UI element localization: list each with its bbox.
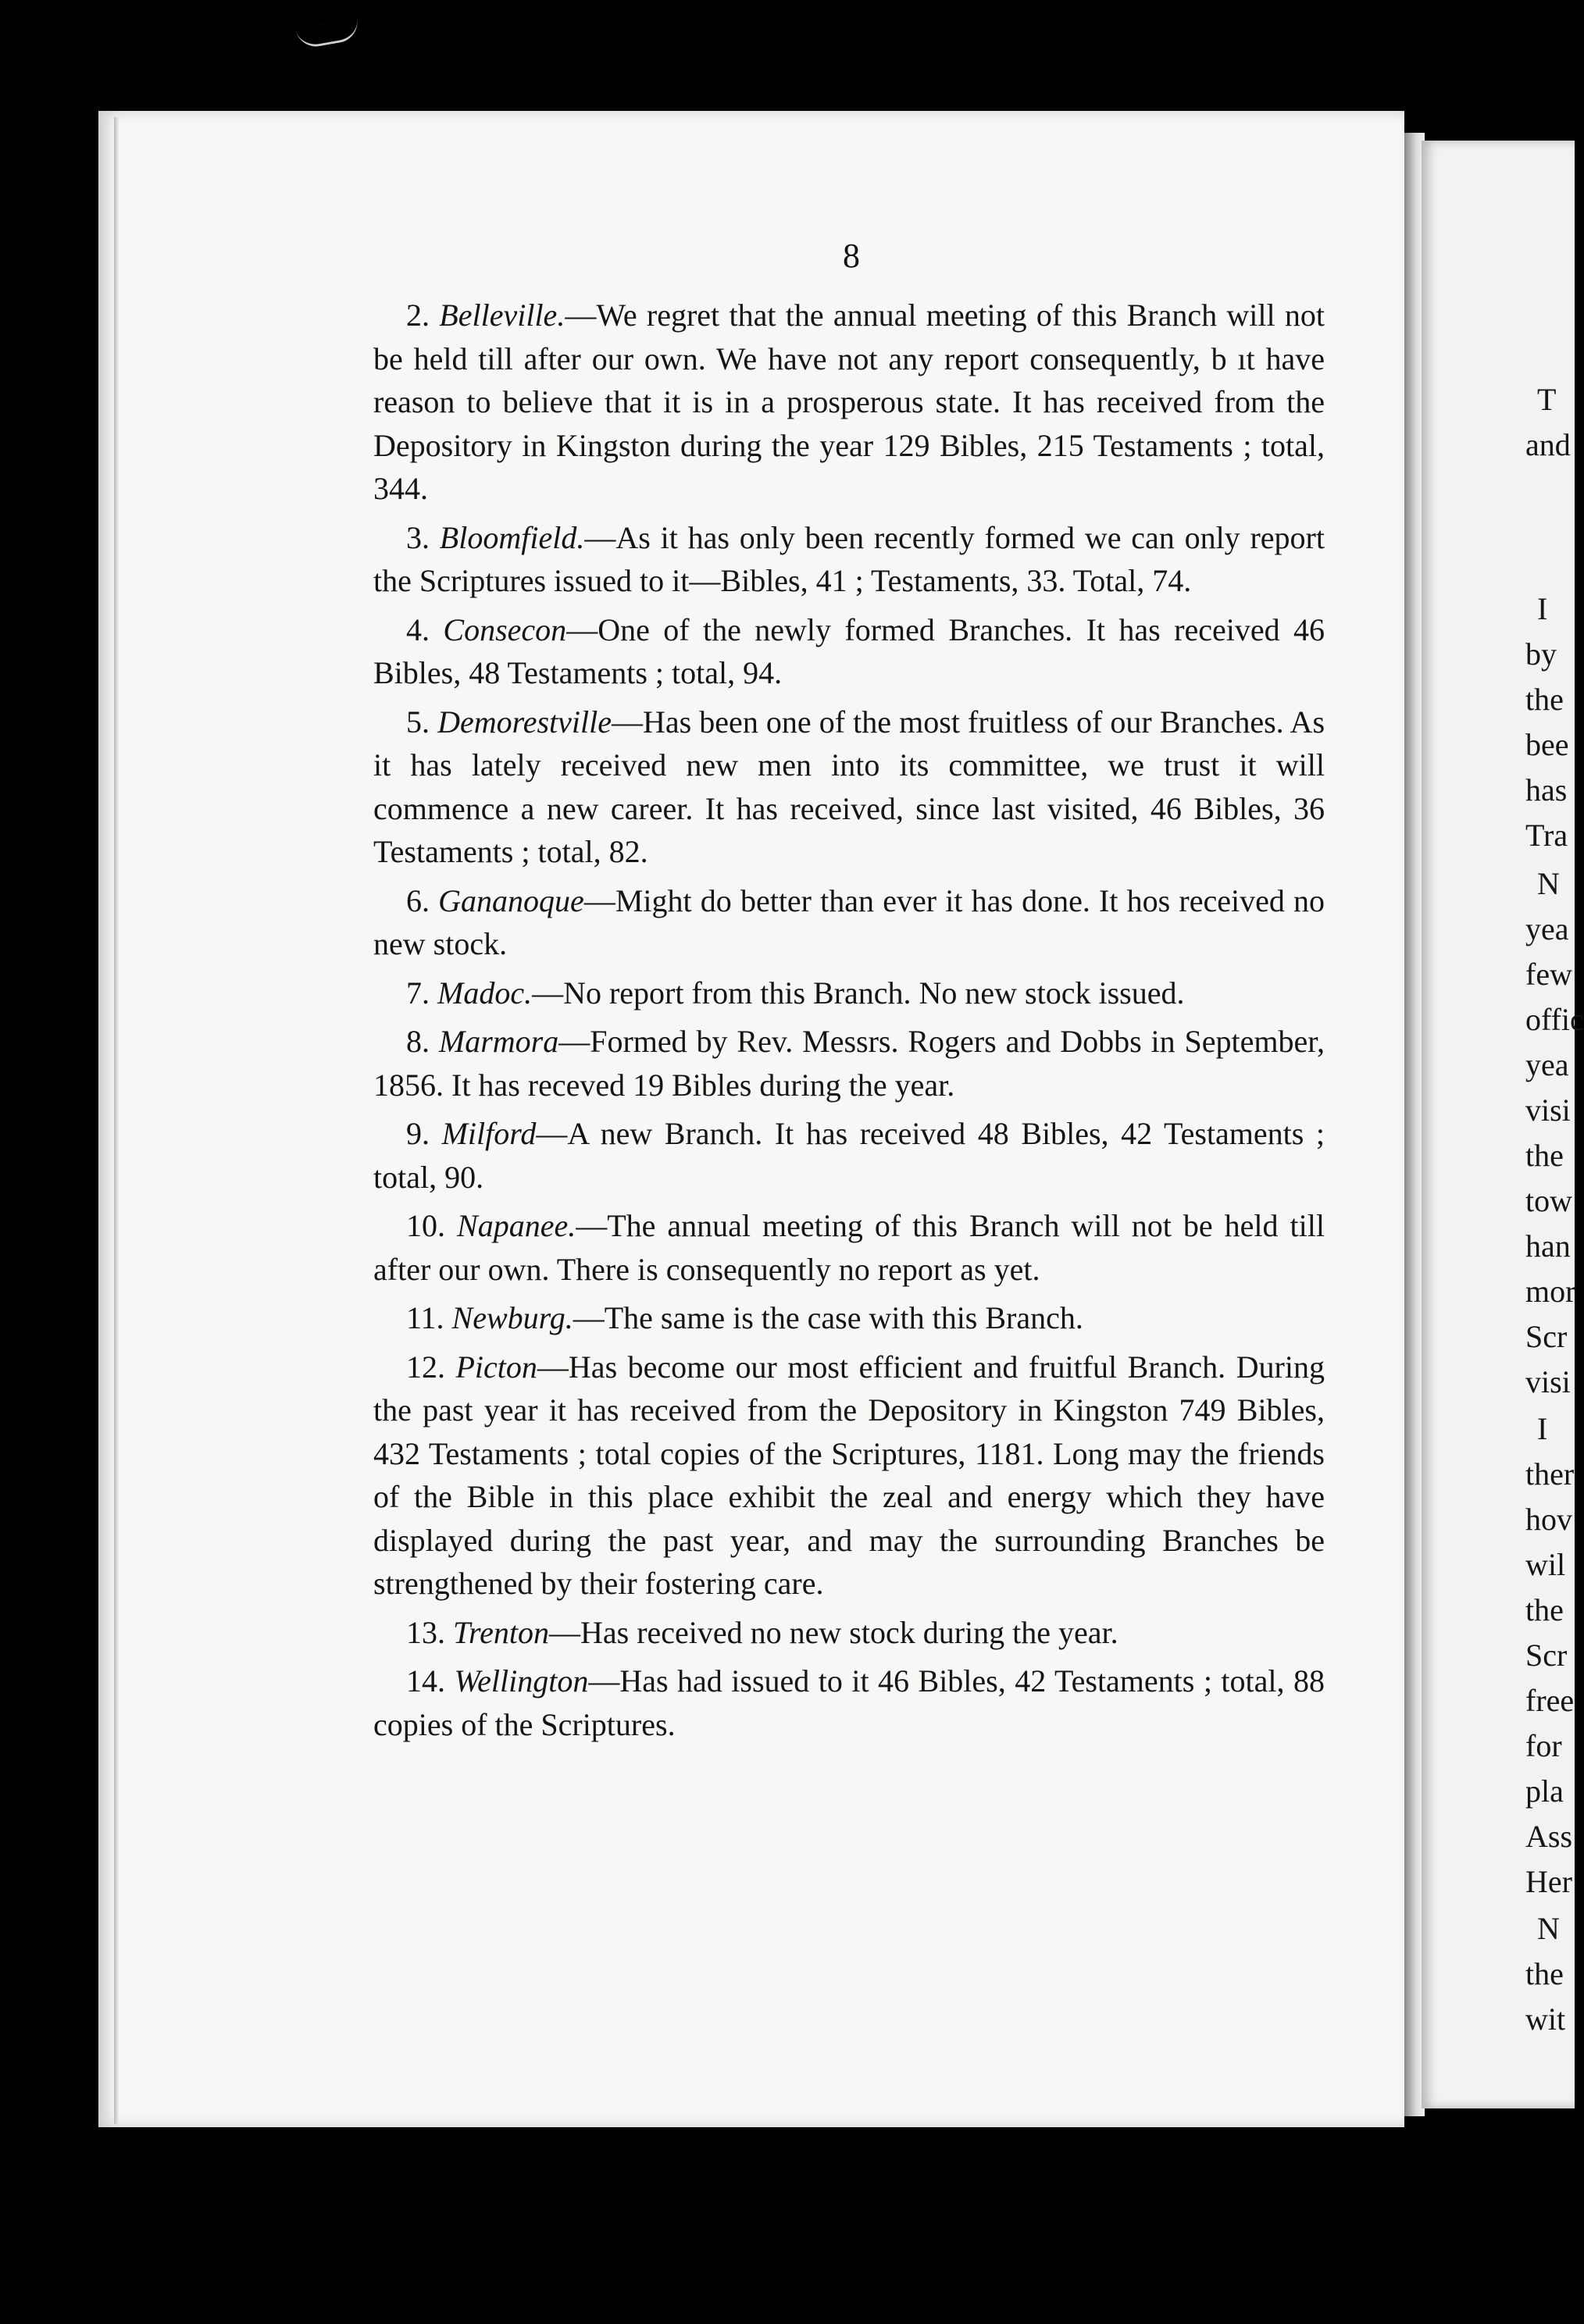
branch-name: Belleville. [439,298,565,333]
branch-name: Marmora [438,1024,559,1059]
entry-number: 8. [406,1024,439,1059]
facing-page-fragment: yea [1525,1047,1569,1082]
facing-page-fragment: mor [1525,1274,1576,1309]
facing-page-fragment: I [1537,1411,1548,1446]
branch-name: Wellington [454,1663,589,1698]
facing-page-fragment: the [1525,1592,1564,1627]
entry-text: —Has had issued to it 46 Bibles, 42 Testaments ; total, 88 copies of the Scriptures. [373,1663,1325,1742]
branch-name: Trenton [453,1614,549,1650]
entry-number: 13. [406,1614,453,1650]
facing-page-fragment: the [1525,1138,1564,1173]
branch-name: Picton [455,1349,537,1385]
facing-page-fragment: free [1525,1683,1575,1718]
entry-text: —A new Branch. It has received 48 Bibles, 42 Testaments ; total, 90. [373,1116,1325,1195]
entry-number: 2. [406,298,440,333]
entry-text: —The same is the case with this Branch. [573,1300,1083,1335]
entry-text: —Has been one of the most fruitless of our Branches. As it has lately received new men into its committee, we trust it will commence a new career. It has received, since last visited, 46 Bibles, 36 Testaments ; total, 82. [373,704,1325,869]
entry-text: —Might do better than ever it has done. It hos received no new stock. [373,882,1325,961]
facing-page-fragment: wil [1525,1547,1566,1582]
branch-entry [373,516,1325,603]
branch-entry [373,1346,1325,1606]
branch-name: Demorestville [437,704,612,740]
facing-page-fragment: Ass [1525,1819,1573,1854]
branch-entry [373,1659,1325,1746]
facing-page-fragment: N [1537,1911,1560,1946]
facing-page-text [1422,141,1584,2108]
facing-page-fragment: Tra [1525,818,1568,853]
branch-name: Newburg. [451,1300,573,1335]
entry-number: 9. [406,1116,442,1151]
facing-page-fragment: has [1525,772,1568,807]
entry-number: 5. [406,704,438,740]
facing-page-fragment: I [1537,591,1548,626]
branch-entry [373,1611,1325,1655]
branch-entry [373,1020,1325,1107]
branch-entry [373,700,1325,874]
facing-page-fragment: visi [1525,1364,1571,1399]
branch-entry [373,1112,1325,1199]
facing-page-fragment: the [1525,1956,1564,1991]
page-number: 8 [843,237,860,275]
facing-page [1422,141,1584,2108]
entry-number: 12. [406,1349,456,1385]
entry-text: —As it has only been recently formed we can only report the Scriptures issued to it—Bibles, 41 ; Testaments, 33. Total, 74. [373,519,1325,598]
facing-page-fragment: han [1525,1228,1571,1264]
entry-text: —Has become our most efficient and fruitful Branch. During the past year it has received from the Depository in Kingston 749 Bibles, 432 Testaments ; total copies of the Scriptures, 1181. Long may the friends of the Bible in this place exhibit the zeal and energy which they have displayed during the past year, and may the surrounding Branches be strengthened by their fostering care. [373,1349,1325,1601]
branch-entry [373,294,1325,511]
entry-text: —We regret that the annual meeting of this Branch will not be held till after our own. We have not any report consequently, b ıt have reason to believe that it is in a prosperous state. It has received from the Depository in Kingston during the year 129 Bibles, 215 Testaments ; total, 344. [373,298,1325,506]
branch-entry [373,971,1325,1015]
page-edge [114,117,119,2124]
branch-entry [373,1204,1325,1291]
facing-page-fragment: Her [1525,1864,1572,1899]
facing-page-fragment: yea [1525,911,1569,946]
facing-page-fragment: by [1525,636,1557,672]
entry-number: 6. [406,882,439,918]
facing-page-fragment: visi [1525,1092,1571,1128]
facing-page-fragment: wit [1525,2001,1566,2037]
facing-page-fragment: ther [1525,1456,1575,1492]
branch-name: Napanee. [457,1208,576,1243]
branch-entry [373,608,1325,695]
entry-text: —One of the newly formed Branches. It has received 46 Bibles, 48 Testaments ; total, 94. [373,611,1325,690]
entry-text: —The annual meeting of this Branch will not be held till after our own. There is consequently no report as yet. [373,1208,1325,1287]
entry-text: —Formed by Rev. Messrs. Rogers and Dobbs in September, 1856. It has receved 19 Bibles during the year. [373,1024,1325,1103]
entry-number: 10. [406,1208,458,1243]
facing-page-fragment: tow [1525,1183,1572,1218]
facing-page-fragment: T [1537,382,1557,417]
branch-name: Consecon [443,611,567,647]
facing-page-fragment: and [1525,427,1571,462]
branch-entry [373,1296,1325,1340]
facing-page-fragment: offic [1525,1002,1584,1037]
pencil-mark [295,18,360,49]
facing-page-fragment: few [1525,957,1572,992]
facing-page-fragment: N [1537,866,1560,901]
entry-number: 4. [406,611,444,647]
facing-page-fragment: pla [1525,1773,1564,1809]
branch-name: Bloomfield. [439,519,585,555]
branch-entry [373,879,1325,966]
entry-number: 3. [406,519,440,555]
page-body [373,294,1325,1752]
entry-text: —Has received no new stock during the year. [549,1614,1118,1650]
branch-name: Milford [441,1116,537,1151]
entry-text: —No report from this Branch. No new stock issued. [532,975,1185,1011]
branch-name: Gananoque [438,882,584,918]
entry-number: 11. [406,1300,452,1335]
facing-page-fragment: Scr [1525,1638,1568,1673]
facing-page-fragment: the [1525,682,1564,717]
facing-page-fragment: bee [1525,727,1569,762]
entry-number: 7. [406,975,437,1011]
entry-number: 14. [406,1663,455,1698]
branch-name: Madoc. [437,975,533,1011]
facing-page-fragment: Scr [1525,1319,1568,1354]
facing-page-fragment: hov [1525,1502,1572,1537]
facing-page-fragment: for [1525,1728,1562,1763]
